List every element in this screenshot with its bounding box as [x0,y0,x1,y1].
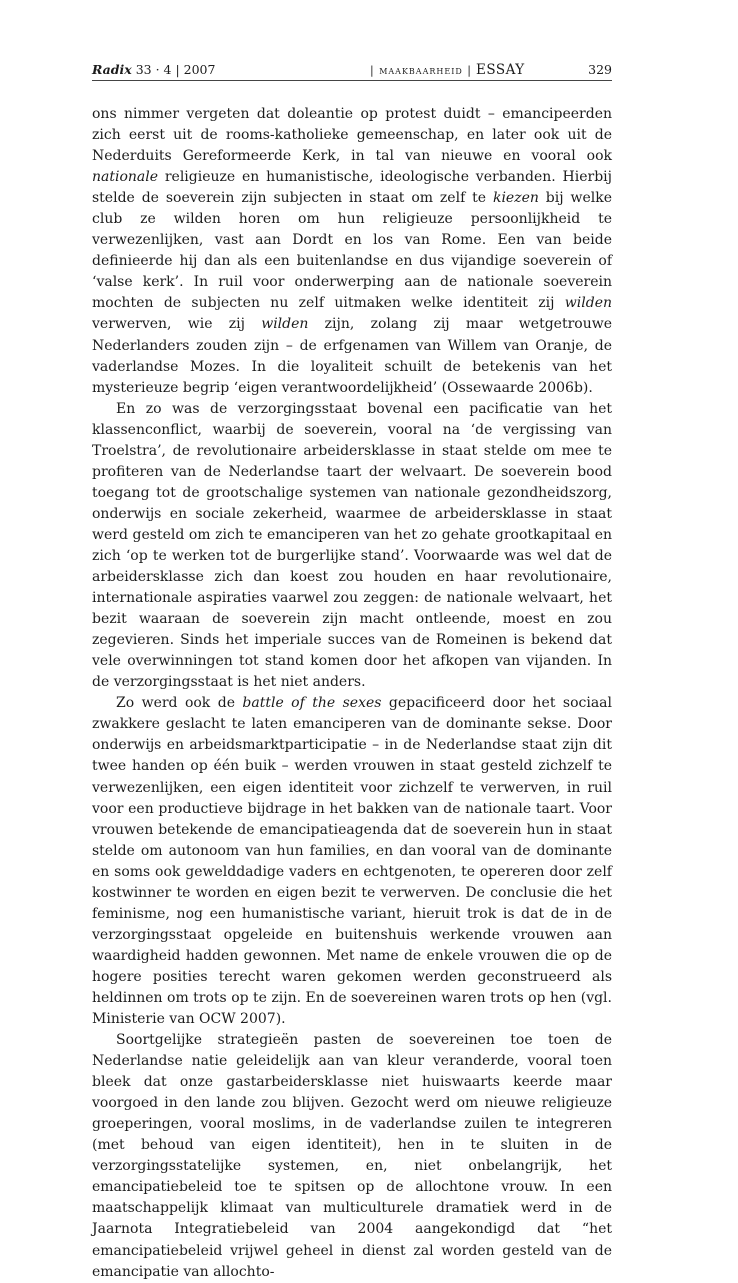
paragraph [92,693,612,1030]
text-run: Soortgelijke strategieën pasten de soevereinen toe toen de Nederlandse natie geleidelijk aan van kleur veranderde, vooral toen bleek dat onze gastarbeidersklasse niet huiswaarts keerde maar voorgoed in den lande zou blijven. Gezocht werd om nieuwe religieuze groeperingen, vooral moslims, in de vaderlandse zuilen te integreren (met behoud van eigen identiteit), hen in te sluiten in de verzorgingsstatelijke systemen, en, niet onbelangrijk, het emancipatiebeleid toe te spitsen op de allochtone vrouw. In een maatschappelijk klimaat van multiculturele dramatiek werd in de Jaarnota Integratiebeleid van 2004 aangekondigd dat “het emancipatiebeleid vrijwel geheel in dienst zal worden gesteld van de emancipatie van allochto- [92,1032,612,1280]
text-run: En zo was de verzorgingsstaat bovenal een pacificatie van het klassenconflict, waarbij de soeverein, vooral na ‘de vergissing van Troelstra’, de revolutionaire arbeidersklasse in staat stelde om mee te profiteren van de Nederlandse taart der welvaart. De soeverein bood toegang tot de grootschalige systemen van nationale gezondheidszorg, onderwijs en sociale zekerheid, waarmee de arbeidersklasse in staat werd gesteld om zich te emanciperen van het zo gehate grootkapitaal en zich ‘op te werken tot de burgerlijke stand’. Voorwaarde was wel dat de arbeidersklasse zich dan koest zou houden en haar revolutionaire, internationale aspiraties vaarwel zou zeggen: de nationale welvaart, het bezit waaraan de soeverein zijn macht ontleende, moest en zou zegevieren. Sinds het imperiale succes van de Romeinen is bekend dat vele overwinningen tot stand komen door het afkopen van vijanden. In de verzorgingsstaat is het niet anders. [92,400,612,691]
italic-text: wilden [261,316,309,333]
running-header [92,62,612,82]
italic-text: kiezen [492,190,539,207]
italic-text: battle of the sexes [242,695,382,712]
section-type: ESSAY [475,62,525,78]
journal-citation [92,62,215,77]
header-rule [92,80,612,81]
page-number: 329 [588,62,612,77]
text-run: ons nimmer vergeten dat doleantie op protest duidt – emancipeerden zich eerst uit de rooms-katholieke gemeenschap, en later ook uit de Nederduits Gereformeerde Kerk, in tal van nieuwe en vooral ook [92,106,612,165]
paragraph [92,104,612,399]
text-run: zijn, zolang zij maar wetgetrouwe Nederlanders zouden zijn – de erfgenamen van Willem van Oranje, de vaderlandse Mozes. In die loyaliteit schuilt de betekenis van het mysterieuze begrip ‘eigen verantwoordelijkheid’ (Ossewaarde 2006b). [92,316,612,396]
journal-issue: 33 · 4 | 2007 [135,62,216,77]
text-run: bij welke club ze wilden horen om hun religieuze persoonlijkheid te verwezenlijken, vast aan Dordt en los van Rome. Een van beide definieerde hij dan als een buitenlandse en dus vijandige soeverein of ‘valse kerk’. In ruil voor onderwerping aan de nationale soeverein mochten de subjecten nu zelf uitmaken welke identiteit zij [92,190,612,312]
italic-text: nationale [92,169,159,186]
section-label: | maakbaarheid | [370,64,472,77]
text-run: Zo werd ook de [116,695,243,712]
italic-text: wilden [564,295,612,312]
journal-name: Radix [92,62,132,77]
body-text [92,104,612,1283]
text-run: verwerven, wie zij [92,316,262,333]
text-run: religieuze en humanistische, ideologische verbanden. Hierbij stelde de soeverein zijn subjecten in staat om zelf te [92,169,612,207]
paragraph [92,399,612,694]
section-heading [370,62,525,78]
text-run: gepacificeerd door het sociaal zwakkere geslacht te laten emanciperen van de dominante sekse. Door onderwijs en arbeidsmarktparticipatie – in de Nederlandse staat zijn dit twee handen op één buik – werden vrouwen in staat gesteld zichzelf te verwezenlijken, een eigen identiteit voor zichzelf te verwerven, in ruil voor een productieve bijdrage in het bakken van de nationale taart. Voor vrouwen betekende de emancipatieagenda dat de soeverein hun in staat stelde om autonoom van hun families, en dan vooral van de dominante en soms ook gewelddadige vaders en echtgenoten, te opereren door zelf kostwinner te worden en eigen bezit te verwerven. De conclusie die het feminisme, nog een humanistische variant, hieruit trok is dat de in de verzorgingsstaat opgeleide en buitenshuis werkende vrouwen aan waardigheid hadden gewonnen. Met name de enkele vrouwen die op de hogere posities terecht waren gekomen werden geconstrueerd als heldinnen om trots op te zijn. En de soevereinen waren trots op hen (vgl. Ministerie van OCW 2007). [92,695,613,1028]
